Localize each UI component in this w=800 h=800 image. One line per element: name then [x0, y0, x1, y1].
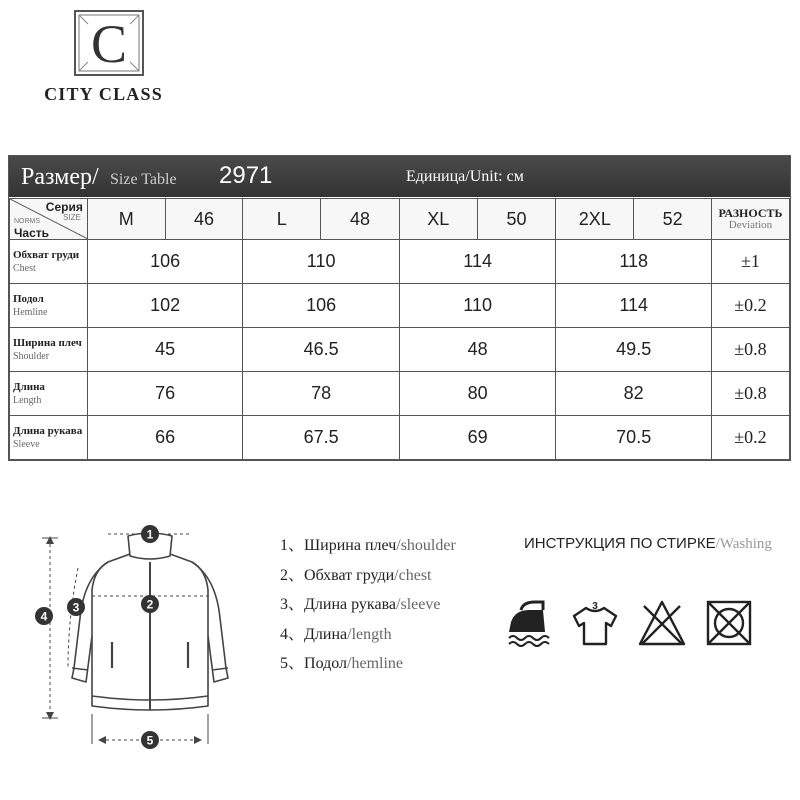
marker-2 [141, 595, 159, 613]
corner-norms-label: NORMS [14, 218, 41, 225]
measurement-cell: 66 [87, 416, 243, 460]
row-label [10, 284, 88, 328]
table-header [9, 156, 790, 197]
measurement-cell: 69 [399, 416, 556, 460]
legend-number: 3、 [280, 596, 305, 613]
measurement-cell: 82 [556, 372, 712, 416]
legend-label-ru: Длина [304, 625, 348, 643]
row-label-en: Sleeve [13, 438, 40, 450]
deviation-cell: ±1 [711, 240, 789, 284]
measurement-cell: 45 [87, 328, 243, 372]
washing-title-ru: ИНСТРУКЦИЯ ПО СТИРКЕ [524, 535, 716, 552]
legend-number: 2、 [280, 566, 305, 584]
brand-name: CITY CLASS [44, 84, 163, 104]
measurement-cell: 46.5 [243, 328, 400, 372]
marker-1 [141, 525, 159, 543]
row-label-ru: Длина рукава [13, 424, 83, 437]
measurement-row-sleeve [10, 416, 790, 460]
measurement-cell: 49.5 [556, 328, 712, 372]
logo-letter: C [90, 14, 128, 74]
row-label-ru: Длина [13, 380, 45, 393]
measurement-cell: 48 [399, 328, 556, 372]
deviation-cell: ±0.2 [711, 284, 789, 328]
measurement-cell: 106 [87, 240, 243, 284]
measurement-cell: 80 [399, 372, 556, 416]
deviation-cell: ±0.8 [711, 328, 789, 372]
arrow-heads [46, 536, 202, 744]
measurement-guides [42, 534, 208, 744]
deviation-header-en: Deviation [728, 219, 773, 231]
legend-label-ru: Длина рукава [304, 596, 397, 613]
row-label-en: Hemline [13, 306, 48, 318]
measurement-cell: 76 [87, 372, 243, 416]
hang-dry-shirt-icon [570, 598, 620, 648]
legend-label-en: /shoulder [396, 537, 456, 554]
jacket-measurement-diagram [28, 518, 260, 763]
row-label-ru: Обхват груди [13, 248, 80, 261]
measurement-cell: 114 [556, 284, 712, 328]
legend-label-en: /chest [394, 566, 432, 584]
marker-number: 4 [40, 609, 48, 624]
size-grid [9, 198, 790, 460]
unit-label: Единица/Unit: см [406, 168, 524, 185]
corner-series-label: Серия [45, 200, 83, 214]
legend-label-ru: Ширина плеч [304, 537, 397, 554]
row-label-en: Chest [13, 262, 36, 274]
washing-title-en: /Washing [715, 536, 772, 552]
do-not-bleach-icon [637, 598, 687, 648]
table-title-en: Size Table [110, 171, 177, 188]
brand-logo [16, 8, 191, 103]
marker-number: 2 [146, 597, 154, 612]
legend-label-en: /length [347, 625, 392, 643]
deviation-header-ru: РАЗНОСТЬ [718, 206, 783, 220]
size-letter: M [87, 199, 165, 240]
legend-label-ru: Обхват груди [304, 566, 395, 584]
row-label-ru: Ширина плеч [13, 336, 82, 349]
marker-4 [35, 607, 53, 625]
marker-number: 3 [72, 600, 80, 615]
iron-icon [503, 598, 553, 648]
measurement-row-hemline [10, 284, 790, 328]
measurement-cell: 106 [243, 284, 400, 328]
legend-label-en: /sleeve [396, 596, 441, 613]
measurement-cell: 78 [243, 372, 400, 416]
row-label [10, 328, 88, 372]
measurement-row-chest [10, 240, 790, 284]
row-label-ru: Подол [13, 292, 44, 305]
measurement-cell: 70.5 [556, 416, 712, 460]
legend-item [280, 562, 456, 592]
deviation-cell: ±0.8 [711, 372, 789, 416]
legend-item [280, 621, 456, 651]
table-title-ru: Размер/ [21, 164, 99, 190]
legend-label-en: /hemline [347, 655, 404, 672]
model-number: 2971 [219, 162, 273, 189]
measurement-cell: 110 [399, 284, 556, 328]
marker-3 [67, 598, 85, 616]
size-number: 52 [634, 199, 712, 240]
jacket-outline-icon [72, 533, 228, 710]
measurement-cell: 102 [87, 284, 243, 328]
size-header-row [10, 199, 790, 240]
legend-item [280, 591, 456, 621]
measurement-legend [280, 532, 456, 680]
size-letter: L [243, 199, 321, 240]
size-number: 48 [321, 199, 400, 240]
deviation-header [711, 199, 789, 240]
size-letter: XL [399, 199, 477, 240]
legend-number: 4、 [280, 625, 305, 643]
row-label [10, 416, 88, 460]
measurement-cell: 114 [399, 240, 556, 284]
size-table [8, 155, 791, 461]
size-number: 46 [165, 199, 243, 240]
corner-size-label: SIZE [63, 213, 81, 222]
row-label-en: Shoulder [13, 350, 50, 362]
legend-label-ru: Подол [304, 655, 348, 672]
row-label [10, 240, 88, 284]
size-number: 50 [477, 199, 556, 240]
shirt-mark: 3 [592, 601, 598, 612]
measurement-cell: 110 [243, 240, 400, 284]
marker-number: 1 [146, 527, 154, 542]
measurement-row-shoulder [10, 328, 790, 372]
legend-number: 5、 [280, 655, 305, 672]
legend-number: 1、 [280, 537, 305, 554]
row-label-en: Length [13, 394, 42, 406]
city-class-logo-icon [74, 10, 144, 76]
corner-part-label: Часть [14, 226, 50, 240]
marker-5 [141, 731, 159, 749]
measurement-row-length [10, 372, 790, 416]
measurement-cell: 67.5 [243, 416, 400, 460]
washing-title [524, 535, 772, 553]
deviation-cell: ±0.2 [711, 416, 789, 460]
marker-number: 5 [146, 733, 154, 748]
row-label [10, 372, 88, 416]
legend-item [280, 650, 456, 680]
do-not-tumble-dry-icon [704, 598, 754, 648]
legend-item [280, 532, 456, 562]
corner-cell [10, 199, 88, 240]
measurement-cell: 118 [556, 240, 712, 284]
size-letter: 2XL [556, 199, 634, 240]
